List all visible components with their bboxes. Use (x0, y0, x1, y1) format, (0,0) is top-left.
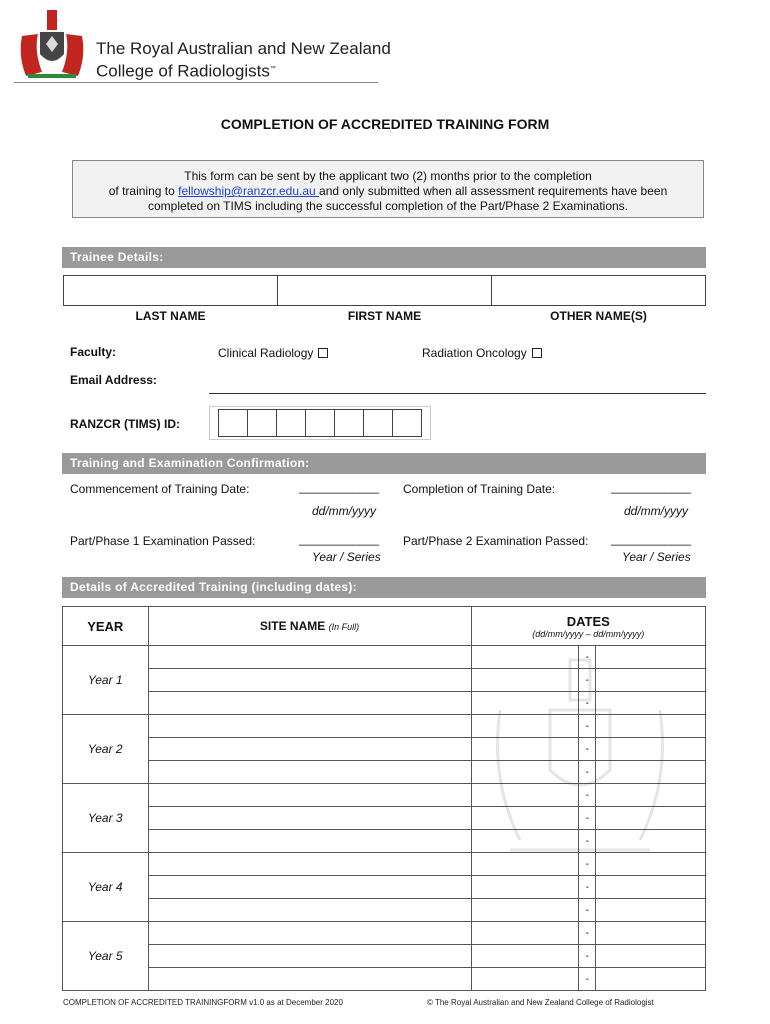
last-name-field[interactable] (63, 275, 278, 306)
site-name-cell[interactable] (148, 876, 471, 899)
site-name-cell[interactable] (148, 646, 471, 669)
end-date-cell[interactable] (596, 646, 706, 669)
date-separator: - (579, 968, 596, 991)
start-date-cell[interactable] (471, 968, 579, 991)
faculty-label: Faculty: (70, 345, 117, 359)
table-row (63, 853, 706, 876)
notice-line: completed on TIMS including the successful completion of the Part/Phase 2 Examinations. (147, 199, 629, 213)
start-date-cell[interactable] (471, 807, 579, 830)
year-label: Year 1 (63, 646, 149, 715)
instructions-box (72, 160, 704, 218)
site-header (148, 607, 471, 646)
part2-label: Part/Phase 2 Examination Passed: (403, 534, 589, 548)
date-separator: - (579, 692, 596, 715)
date-separator: - (579, 807, 596, 830)
option-label: Radiation Oncology (422, 346, 527, 360)
date-separator: - (579, 715, 596, 738)
table-row (63, 922, 706, 945)
table-row (63, 646, 706, 669)
dates-header-note: (dd/mm/yyyy – dd/mm/yyyy) (532, 628, 645, 639)
end-date-cell[interactable] (596, 669, 706, 692)
notice-line: This form can be sent by the applicant two (2) months prior to the completion (184, 169, 592, 183)
page-title: COMPLETION OF ACCREDITED TRAINING FORM (220, 116, 550, 132)
commencement-date-field[interactable]: ____________ (299, 480, 380, 494)
dates-header-label: DATES (566, 613, 610, 629)
site-name-cell[interactable] (148, 899, 471, 922)
part2-field[interactable]: ____________ (611, 532, 692, 546)
series-hint: Year / Series (622, 550, 691, 564)
date-separator: - (579, 899, 596, 922)
tims-id-field[interactable] (209, 406, 431, 440)
date-separator: - (579, 853, 596, 876)
email-link[interactable]: fellowship@ranzcr.edu.au (178, 184, 320, 198)
section-accredited-training: Details of Accredited Training (including dates): (62, 577, 706, 598)
site-name-cell[interactable] (148, 784, 471, 807)
site-header-label: SITE NAME (259, 619, 326, 633)
section-trainee-details: Trainee Details: (62, 247, 706, 268)
site-name-cell[interactable] (148, 853, 471, 876)
year-label: Year 4 (63, 853, 149, 922)
year-label: Year 3 (63, 784, 149, 853)
date-separator: - (579, 945, 596, 968)
last-name-label: LAST NAME (135, 309, 206, 323)
end-date-cell[interactable] (596, 692, 706, 715)
date-separator: - (579, 830, 596, 853)
org-name-line2: College of Radiologists (96, 61, 270, 81)
end-date-cell[interactable] (596, 830, 706, 853)
start-date-cell[interactable] (471, 761, 579, 784)
start-date-cell[interactable] (471, 945, 579, 968)
table-row (63, 899, 706, 922)
radiation-oncology-option[interactable] (422, 346, 542, 360)
series-hint: Year / Series (312, 550, 381, 564)
first-name-field[interactable] (277, 275, 492, 306)
tims-id-label: RANZCR (TIMS) ID: (70, 417, 180, 431)
end-date-cell[interactable] (596, 876, 706, 899)
site-name-cell[interactable] (148, 715, 471, 738)
college-name (96, 38, 391, 82)
date-separator: - (579, 784, 596, 807)
site-name-cell[interactable] (148, 738, 471, 761)
end-date-cell[interactable] (596, 899, 706, 922)
end-date-cell[interactable] (596, 968, 706, 991)
option-label: Clinical Radiology (218, 346, 314, 360)
table-row (63, 784, 706, 807)
table-row (63, 968, 706, 991)
part1-field[interactable]: ____________ (299, 532, 380, 546)
table-row (63, 876, 706, 899)
date-separator: - (579, 761, 596, 784)
date-hint: dd/mm/yyyy (624, 504, 689, 518)
date-hint: dd/mm/yyyy (312, 504, 377, 518)
footer-copyright: © The Royal Australian and New Zealand College of Radiologist (427, 998, 654, 1007)
part1-label: Part/Phase 1 Examination Passed: (70, 534, 256, 548)
table-row (63, 738, 706, 761)
site-name-cell[interactable] (148, 922, 471, 945)
start-date-cell[interactable] (471, 646, 579, 669)
commencement-label: Commencement of Training Date: (70, 482, 250, 496)
email-field[interactable] (209, 393, 706, 394)
end-date-cell[interactable] (596, 738, 706, 761)
college-crest-logo (14, 6, 90, 80)
checkbox[interactable] (532, 348, 542, 358)
table-row (63, 761, 706, 784)
checkbox[interactable] (318, 348, 328, 358)
date-separator: - (579, 669, 596, 692)
date-separator: - (579, 922, 596, 945)
site-name-cell[interactable] (148, 830, 471, 853)
start-date-cell[interactable] (471, 738, 579, 761)
end-date-cell[interactable] (596, 761, 706, 784)
start-date-cell[interactable] (471, 922, 579, 945)
table-header-row (63, 607, 706, 646)
site-name-cell[interactable] (148, 968, 471, 991)
start-date-cell[interactable] (471, 715, 579, 738)
start-date-cell[interactable] (471, 784, 579, 807)
end-date-cell[interactable] (596, 922, 706, 945)
site-name-cell[interactable] (148, 669, 471, 692)
start-date-cell[interactable] (471, 853, 579, 876)
year-header: YEAR (63, 607, 149, 646)
end-date-cell[interactable] (596, 945, 706, 968)
site-name-cell[interactable] (148, 945, 471, 968)
training-table (62, 606, 706, 991)
site-name-cell[interactable] (148, 807, 471, 830)
other-names-field[interactable] (491, 275, 706, 306)
completion-label: Completion of Training Date: (403, 482, 556, 496)
trademark: ™ (269, 66, 276, 72)
end-date-cell[interactable] (596, 853, 706, 876)
table-row (63, 830, 706, 853)
header-divider (14, 82, 378, 83)
date-separator: - (579, 876, 596, 899)
start-date-cell[interactable] (471, 830, 579, 853)
table-row (63, 945, 706, 968)
dates-header (471, 607, 705, 646)
footer-form-version: COMPLETION OF ACCREDITED TRAININGFORM v1.0 as at December 2020 (63, 998, 343, 1007)
table-row (63, 692, 706, 715)
start-date-cell[interactable] (471, 692, 579, 715)
year-label: Year 5 (63, 922, 149, 991)
site-header-note: (In Full) (328, 622, 360, 632)
notice-text: of training to (108, 184, 179, 198)
year-label: Year 2 (63, 715, 149, 784)
start-date-cell[interactable] (471, 669, 579, 692)
start-date-cell[interactable] (471, 899, 579, 922)
end-date-cell[interactable] (596, 784, 706, 807)
section-exam-confirmation: Training and Examination Confirmation: (62, 453, 706, 474)
notice-text: and only submitted when all assessment requirements have been (319, 184, 668, 198)
date-separator: - (579, 738, 596, 761)
table-row (63, 807, 706, 830)
start-date-cell[interactable] (471, 876, 579, 899)
table-row (63, 715, 706, 738)
first-name-label: FIRST NAME (347, 309, 422, 323)
org-name-line1: The Royal Australian and New Zealand (96, 39, 391, 58)
date-separator: - (579, 646, 596, 669)
email-label: Email Address: (70, 373, 157, 387)
site-name-cell[interactable] (148, 692, 471, 715)
clinical-radiology-option[interactable] (218, 346, 328, 360)
table-row (63, 669, 706, 692)
other-names-label: OTHER NAME(S) (550, 309, 647, 323)
end-date-cell[interactable] (596, 715, 706, 738)
site-name-cell[interactable] (148, 761, 471, 784)
end-date-cell[interactable] (596, 807, 706, 830)
completion-date-field[interactable]: ____________ (611, 480, 692, 494)
